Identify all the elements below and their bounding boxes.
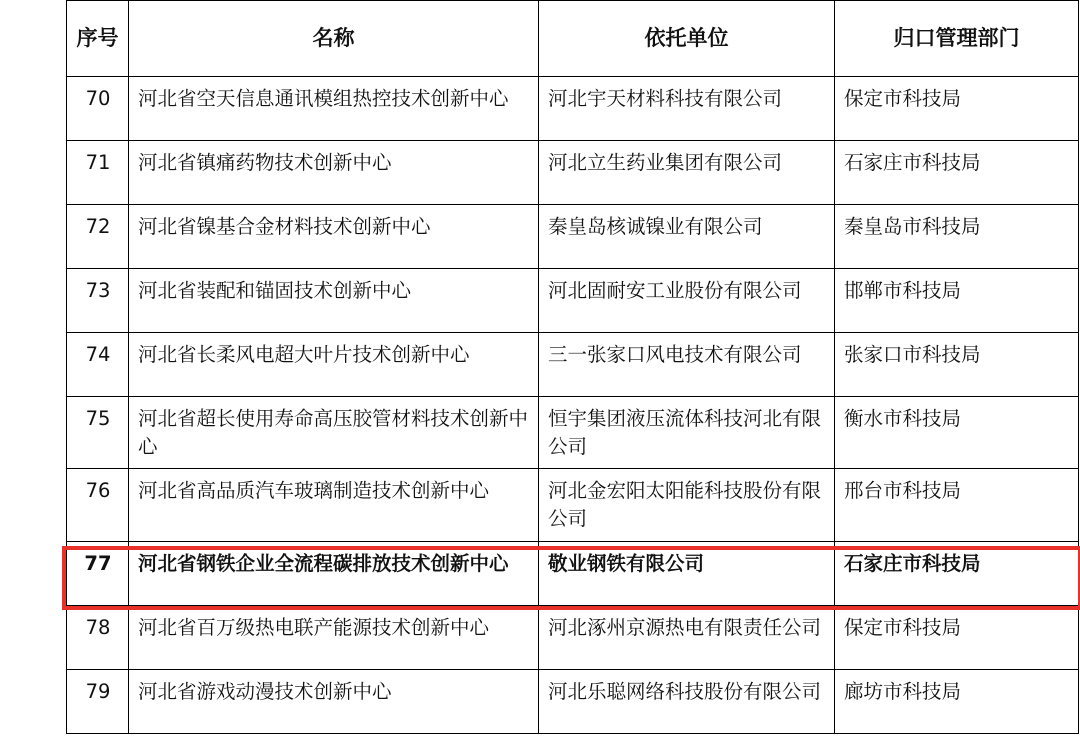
cell-dept: 保定市科技局 — [835, 605, 1079, 669]
cell-unit: 河北涿州京源热电有限责任公司 — [539, 605, 835, 669]
cell-dept: 石家庄市科技局 — [835, 141, 1079, 205]
column-header-unit: 依托单位 — [539, 1, 835, 77]
cell-name: 河北省游戏动漫技术创新中心 — [129, 669, 539, 733]
table-row — [67, 77, 1079, 141]
cell-name: 河北省钢铁企业全流程碳排放技术创新中心 — [129, 541, 539, 605]
table-header — [67, 1, 1079, 77]
table-body — [67, 77, 1079, 734]
cell-name: 河北省镍基合金材料技术创新中心 — [129, 205, 539, 269]
table-row — [67, 141, 1079, 205]
cell-name: 河北省空天信息通讯模组热控技术创新中心 — [129, 77, 539, 141]
cell-unit: 秦皇岛核诚镍业有限公司 — [539, 205, 835, 269]
cell-seq: 78 — [67, 605, 129, 669]
cell-unit: 河北金宏阳太阳能科技股份有限公司 — [539, 469, 835, 541]
cell-name: 河北省百万级热电联产能源技术创新中心 — [129, 605, 539, 669]
cell-unit: 河北固耐安工业股份有限公司 — [539, 269, 835, 333]
cell-dept: 邢台市科技局 — [835, 469, 1079, 541]
cell-unit: 恒宇集团液压流体科技河北有限公司 — [539, 397, 835, 469]
cell-unit: 河北乐聪网络科技股份有限公司 — [539, 669, 835, 733]
cell-dept: 衡水市科技局 — [835, 397, 1079, 469]
cell-name: 河北省装配和锚固技术创新中心 — [129, 269, 539, 333]
cell-seq: 77 — [67, 541, 129, 605]
innovation-center-table — [66, 0, 1079, 734]
cell-dept: 邯郸市科技局 — [835, 269, 1079, 333]
table-row — [67, 269, 1079, 333]
column-header-seq: 序号 — [67, 1, 129, 77]
cell-unit: 河北宇天材料科技有限公司 — [539, 77, 835, 141]
table-row — [67, 605, 1079, 669]
table-row — [67, 397, 1079, 469]
cell-unit: 河北立生药业集团有限公司 — [539, 141, 835, 205]
table-header-row — [67, 1, 1079, 77]
cell-unit: 三一张家口风电技术有限公司 — [539, 333, 835, 397]
cell-seq: 71 — [67, 141, 129, 205]
cell-seq: 75 — [67, 397, 129, 469]
table-row — [67, 669, 1079, 733]
cell-dept: 保定市科技局 — [835, 77, 1079, 141]
table-row — [67, 333, 1079, 397]
cell-seq: 70 — [67, 77, 129, 141]
page-bottom-mask — [0, 740, 1080, 749]
cell-unit: 敬业钢铁有限公司 — [539, 541, 835, 605]
cell-seq: 74 — [67, 333, 129, 397]
cell-dept: 秦皇岛市科技局 — [835, 205, 1079, 269]
cell-seq: 79 — [67, 669, 129, 733]
column-header-dept: 归口管理部门 — [835, 1, 1079, 77]
cell-name: 河北省镇痛药物技术创新中心 — [129, 141, 539, 205]
table-row — [67, 205, 1079, 269]
cell-seq: 76 — [67, 469, 129, 541]
cell-dept: 石家庄市科技局 — [835, 541, 1079, 605]
table-row-highlighted — [67, 541, 1079, 605]
cell-seq: 72 — [67, 205, 129, 269]
cell-seq: 73 — [67, 269, 129, 333]
column-header-name: 名称 — [129, 1, 539, 77]
table-row — [67, 469, 1079, 541]
cell-name: 河北省超长使用寿命高压胶管材料技术创新中心 — [129, 397, 539, 469]
cell-dept: 廊坊市科技局 — [835, 669, 1079, 733]
cell-name: 河北省高品质汽车玻璃制造技术创新中心 — [129, 469, 539, 541]
cell-name: 河北省长柔风电超大叶片技术创新中心 — [129, 333, 539, 397]
cell-dept: 张家口市科技局 — [835, 333, 1079, 397]
